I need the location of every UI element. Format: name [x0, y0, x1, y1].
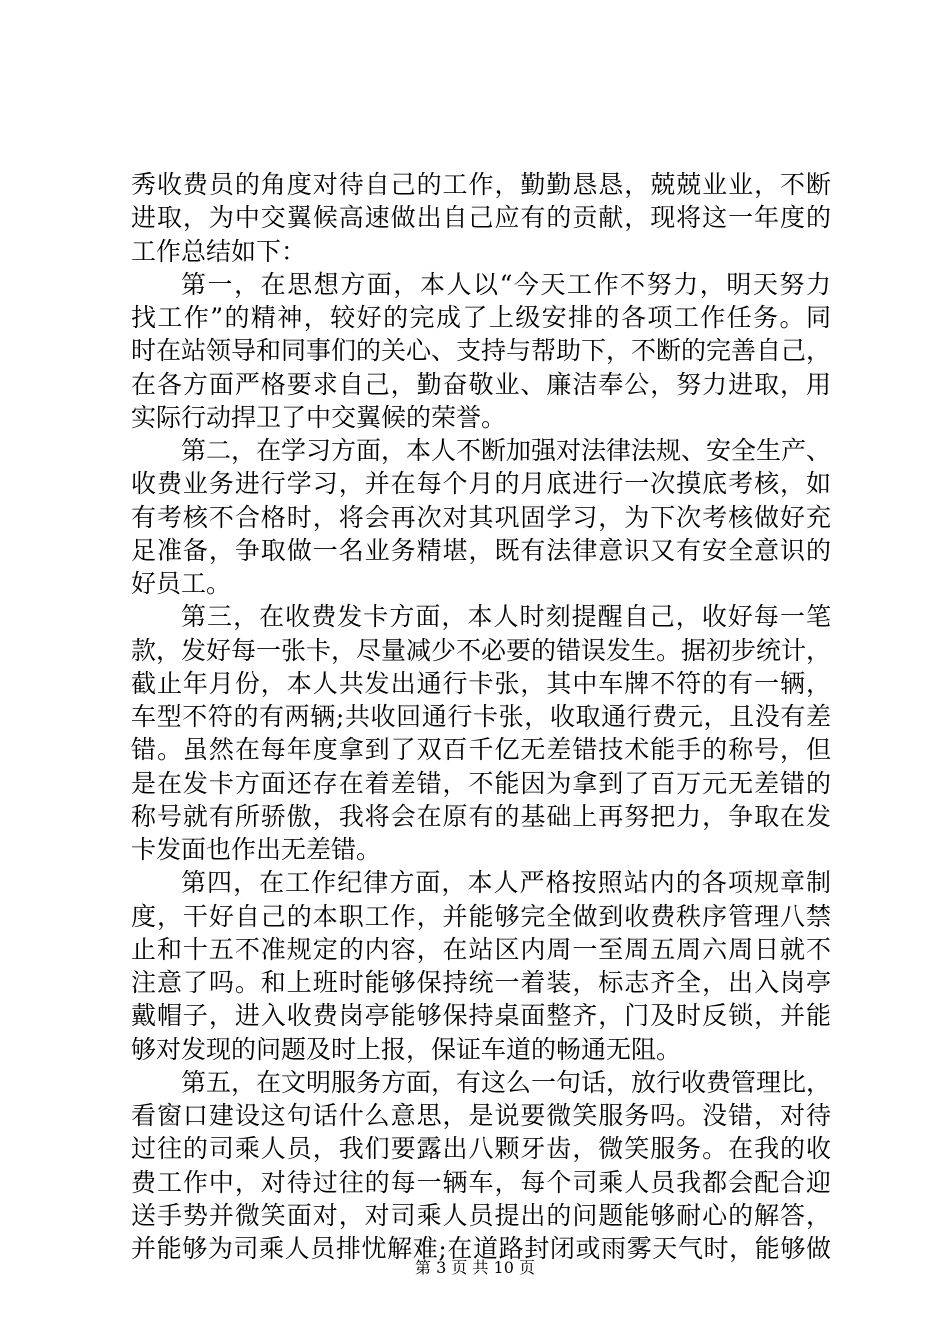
text-line: 是在发卡方面还存在着差错，不能因为拿到了百万元无差错的: [131, 768, 831, 798]
text-line: 收费业务进行学习，并在每个月的月底进行一次摸底考核，如: [131, 469, 831, 499]
text-line: 找工作”的精神，较好的完成了上级安排的各项工作任务。同: [131, 303, 831, 332]
text-line: 时在站领导和同事们的关心、支持与帮助下，不断的完善自己，: [131, 336, 832, 366]
text-line: 实际行动捍卫了中交翼候的荣誉。: [131, 402, 507, 432]
text-line: 在各方面严格要求自己，勤奋敬业、廉洁奉公，努力进取，用: [131, 369, 831, 399]
text-line: 有考核不合格时，将会再次对其巩固学习，为下次考核做好充: [131, 502, 831, 532]
text-line: 费工作中，对待过往的每一辆车，每个司乘人员我都会配合迎: [131, 1167, 831, 1197]
text-line: 第三，在收费发卡方面，本人时刻提醒自己，收好每一笔: [181, 602, 831, 632]
text-line: 注意了吗。和上班时能够保持统一着装，标志齐全，出入岗亭: [131, 968, 831, 997]
text-line: 截止年月份，本人共发出通行卡张，其中车牌不符的有一辆，: [131, 668, 831, 698]
text-line: 进取，为中交翼候高速做出自己应有的贡献，现将这一年度的: [131, 203, 831, 233]
text-line: 够对发现的问题及时上报，保证车道的畅通无阻。: [131, 1034, 682, 1064]
text-line: 止和十五不准规定的内容，在站区内周一至周五周六周日就不: [131, 934, 831, 964]
text-line: 车型不符的有两辆;共收回通行卡张，收取通行费元，且没有差: [131, 702, 831, 731]
text-line: 戴帽子，进入收费岗亭能够保持桌面整齐，门及时反锁，并能: [131, 1001, 831, 1031]
text-line: 送手势并微笑面对，对司乘人员提出的问题能够耐心的解答，: [131, 1200, 831, 1230]
text-line: 卡发面也作出无差错。: [131, 835, 382, 864]
text-line: 度，干好自己的本职工作，并能够完全做到收费秩序管理八禁: [131, 901, 831, 931]
text-line: 足准备，争取做一名业务精堪，既有法律意识又有安全意识的: [131, 535, 831, 565]
page-footer: 第 3 页 共 10 页: [415, 1258, 535, 1277]
text-line: 款，发好每一张卡，尽量减少不必要的错误发生。据初步统计，: [131, 635, 832, 665]
text-line: 秀收费员的角度对待自己的工作，勤勤恳恳，兢兢业业，不断: [131, 170, 831, 199]
text-line: 错。虽然在每年度拿到了双百千亿无差错技术能手的称号，但: [131, 735, 831, 765]
text-line: 工作总结如下：: [131, 236, 307, 266]
text-line: 好员工。: [131, 569, 232, 598]
text-line: 第五，在文明服务方面，有这么一句话，放行收费管理比，: [181, 1067, 832, 1097]
text-line: 第二，在学习方面，本人不断加强对法律法规、安全生产、: [181, 436, 832, 465]
text-line: 看窗口建设这句话什么意思，是说要微笑服务吗。没错，对待: [131, 1101, 831, 1130]
document-body: [131, 168, 831, 1265]
text-line: 过往的司乘人员，我们要露出八颗牙齿，微笑服务。在我的收: [131, 1134, 831, 1164]
text-line: 第四，在工作纪律方面，本人严格按照站内的各项规章制: [181, 868, 831, 898]
text-line: 称号就有所骄傲，我将会在原有的基础上再努把力，争取在发: [131, 801, 831, 831]
text-line: 并能够为司乘人员排忧解难;在道路封闭或雨雾天气时，能够做: [131, 1234, 831, 1263]
text-line: 第一，在思想方面，本人以“今天工作不努力，明天努力: [181, 269, 831, 299]
